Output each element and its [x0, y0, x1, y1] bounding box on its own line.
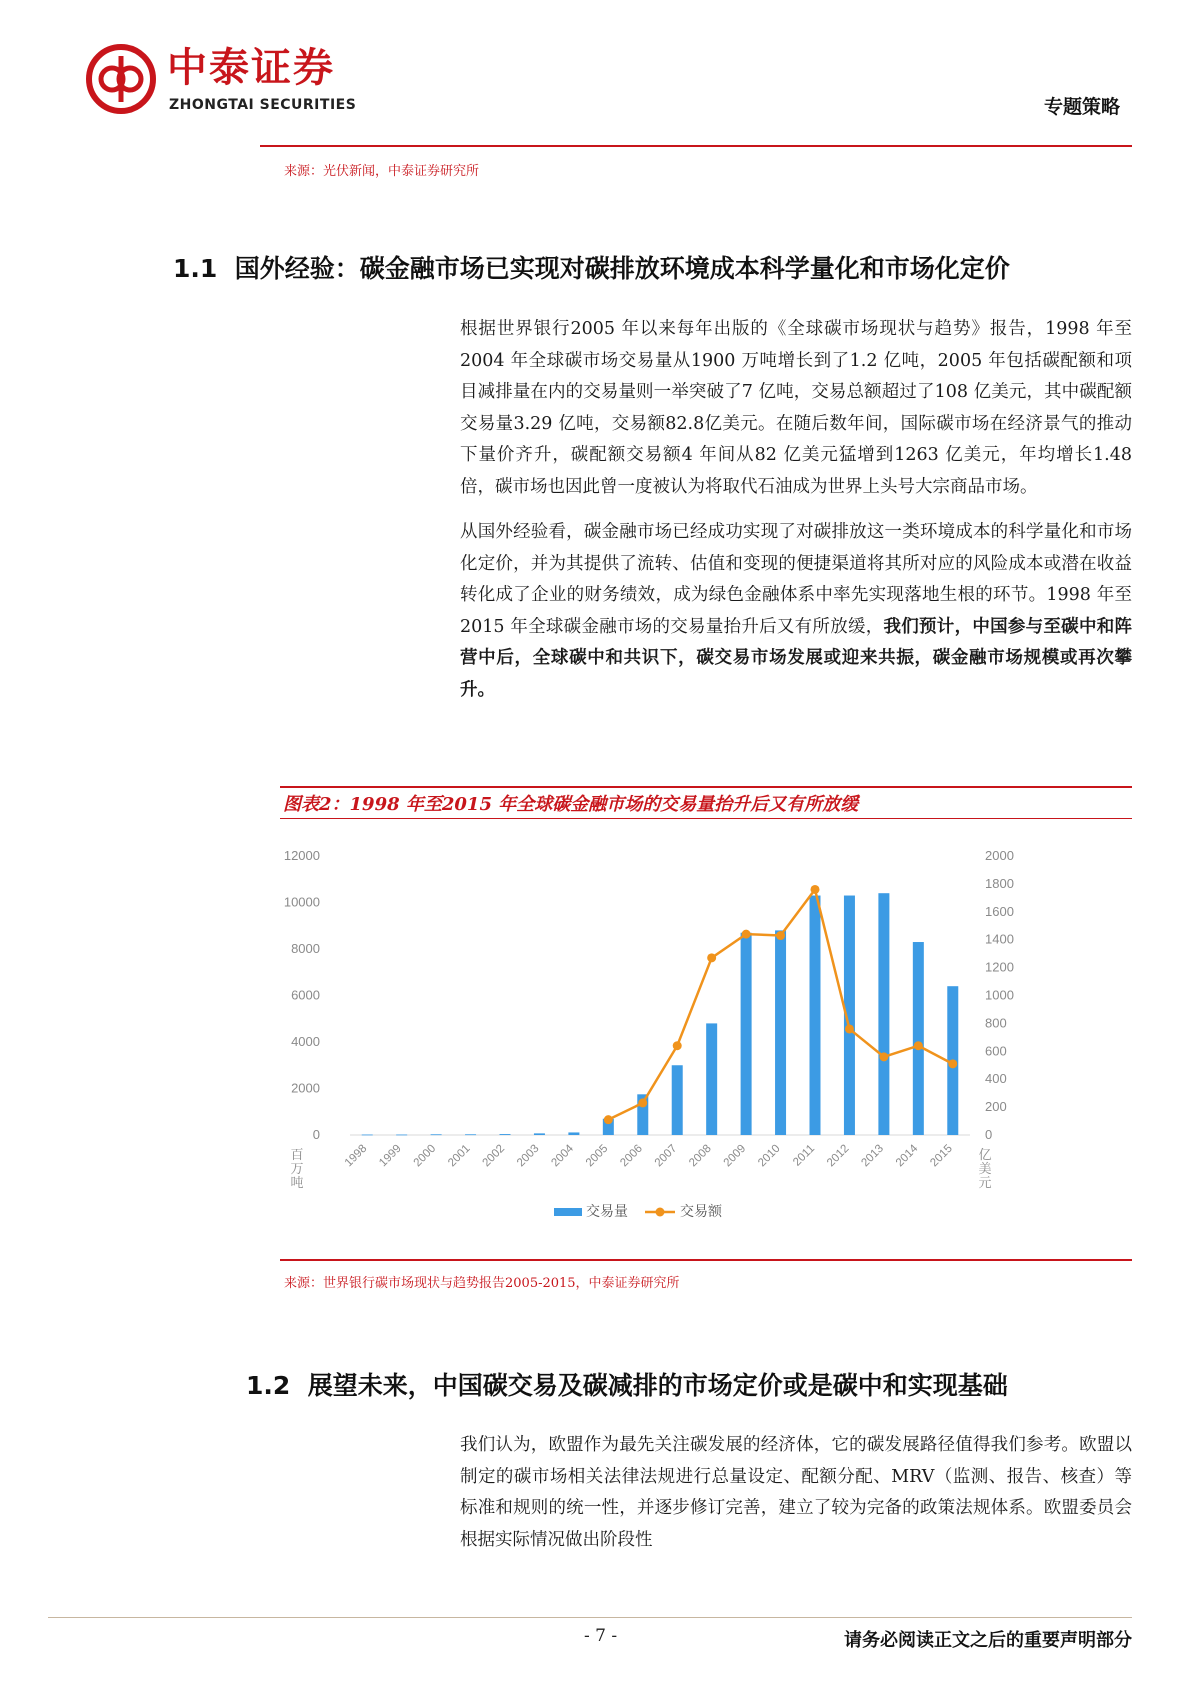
y-right-tick: 1800 [985, 875, 1014, 891]
logo-text-cn: 中泰证券 [167, 45, 335, 91]
x-tick-label: 2007 [652, 1142, 680, 1170]
figure-bottom-rule [280, 1259, 1132, 1261]
y-left-tick: 4000 [291, 1034, 320, 1049]
x-tick-label: 2009 [721, 1142, 749, 1170]
x-tick-label: 2012 [824, 1142, 852, 1170]
carbon-market-chart [280, 822, 1132, 1258]
y-right-tick: 600 [985, 1043, 1007, 1059]
y-right-tick: 0 [985, 1127, 993, 1142]
x-tick-label: 2014 [893, 1142, 921, 1170]
paragraph-text: 从国外经验看，碳金融市场已经成功实现了对碳排放这一类环境成本的科学量化和市场化定价，并为其提供了流转、估值和变现的便捷渠道将其所对应的风险成本或潜在收益转化成了企业的财务绩效，成为绿色金融体系中率先实现落地生根的环节。1998 年至 2015 年全球碳金融市场的交易量抬升后又有所放缓， [460, 522, 1132, 637]
y-left-tick: 2000 [291, 1080, 320, 1096]
section-heading-1-1 [173, 254, 1010, 284]
x-tick-label: 2013 [859, 1142, 887, 1170]
line-point [638, 1098, 647, 1107]
y-left-tick: 10000 [283, 894, 320, 910]
line-point [845, 1024, 854, 1033]
y-right-tick: 1000 [985, 987, 1014, 1003]
paragraph-emphasis: 我们预计，中国参与至碳中和阵营中后，全球碳中和共识下，碳交易市场发展或迎来共振，碳金融市场规模或再次攀升。 [460, 616, 1132, 700]
y-right-unit-label: 元 [978, 1175, 992, 1190]
line-point [673, 1041, 682, 1050]
y-right-tick: 2000 [985, 848, 1014, 863]
bar-volume [568, 1132, 579, 1135]
footer-divider [48, 1617, 1132, 1618]
section-heading-1-2 [246, 1371, 1008, 1401]
y-right-tick: 200 [985, 1099, 1007, 1115]
bar-volume [913, 942, 924, 1135]
y-right-unit-label: 亿 [978, 1147, 992, 1162]
bar-volume [706, 1023, 717, 1135]
x-tick-label: 2006 [618, 1142, 645, 1170]
figure-source: 来源：世界银行碳市场现状与趋势报告2005-2015，中泰证券研究所 [284, 1276, 680, 1291]
company-logo-icon [86, 44, 156, 114]
line-point [707, 953, 716, 962]
y-left-unit-label: 百 [290, 1147, 304, 1162]
header-divider [260, 145, 1132, 147]
bar-volume [534, 1133, 545, 1135]
legend-swatch-volume [554, 1208, 582, 1216]
bar-volume [500, 1134, 511, 1135]
line-point [604, 1115, 613, 1124]
x-tick-label: 2003 [514, 1142, 542, 1170]
paragraph: 我们认为，欧盟作为最先关注碳发展的经济体，它的碳发展路径值得我们参考。欧盟以制定的碳市场相关法律法规进行总量设定、配额分配、MRV（监测、报告、核查）等标准和规则的统一性，并逐步修订完善，建立了较为完备的政策法规体系。欧盟委员会根据实际情况做出阶段性 [460, 1435, 1132, 1550]
paragraph [460, 517, 1132, 706]
bar-volume [810, 896, 821, 1135]
bar-volume [396, 1135, 407, 1136]
bar-volume [878, 893, 889, 1135]
x-tick-label: 2001 [446, 1142, 473, 1170]
section-1-1-body [460, 314, 1132, 720]
figure-title-rule [280, 818, 1132, 819]
y-right-tick: 800 [985, 1015, 1007, 1031]
source-note-top: 来源：光伏新闻，中泰证券研究所 [284, 164, 480, 179]
y-right-tick: 1400 [985, 931, 1014, 947]
legend-label-volume: 交易量 [586, 1203, 628, 1219]
y-left-unit-label: 吨 [290, 1175, 304, 1190]
legend-swatch-value-dot [656, 1208, 665, 1217]
x-tick-label: 1999 [377, 1142, 404, 1170]
figure-top-rule [280, 786, 1132, 788]
logo-text-en: ZHONGTAI SECURITIES [169, 97, 357, 113]
y-left-tick: 12000 [283, 848, 320, 863]
bar-volume [465, 1134, 476, 1135]
section-1-2-body [460, 1430, 1132, 1570]
section-title: 国外经验：碳金融市场已实现对碳排放环境成本科学量化和市场化定价 [234, 254, 1010, 283]
x-tick-label: 2005 [583, 1142, 611, 1170]
x-tick-label: 2002 [480, 1142, 508, 1170]
x-tick-label: 2015 [928, 1142, 955, 1170]
bar-volume [775, 930, 786, 1135]
y-left-tick: 8000 [291, 941, 320, 956]
x-tick-label: 2011 [791, 1142, 818, 1169]
figure-title: 图表2：1998 年至2015 年全球碳金融市场的交易量抬升后又有所放缓 [283, 794, 859, 815]
x-tick-label: 2000 [411, 1142, 439, 1170]
y-right-tick: 1600 [985, 903, 1014, 919]
line-point [742, 930, 751, 939]
paragraph: 根据世界银行2005 年以来每年出版的《全球碳市场现状与趋势》报告，1998 年至2004 年全球碳市场交易量从1900 万吨增长到了1.2 亿吨，2005 年包括碳配额和项目减排量在内的交易量则一举突破了7 亿吨，交易总额超过了108 亿美元，其中碳配额交易量3.29 亿吨，交易额82.8亿美元。在随后数年间，国际碳市场在经济景气的推动下量价齐升，碳配额交易额4 年间从82 亿美元猛增到1263 亿美元，年均增长1.48 倍，碳市场也因此曾一度被认为将取代石油成为世界上头号大宗商品市场。 [460, 319, 1132, 497]
x-tick-label: 1998 [342, 1142, 370, 1170]
section-title: 展望未来，中国碳交易及碳减排的市场定价或是碳中和实现基础 [307, 1371, 1008, 1400]
x-tick-label: 2004 [549, 1142, 577, 1170]
line-point [776, 931, 785, 940]
y-right-unit-label: 美 [978, 1161, 992, 1176]
y-left-tick: 6000 [291, 987, 320, 1003]
y-right-tick: 400 [985, 1071, 1007, 1087]
line-point [879, 1052, 888, 1061]
line-point [948, 1059, 957, 1068]
bar-volume [362, 1135, 373, 1136]
report-category: 专题策略 [1043, 96, 1120, 118]
section-number: 1.2 [246, 1371, 291, 1400]
bar-volume [431, 1134, 442, 1135]
x-tick-label: 2010 [756, 1142, 783, 1170]
bar-volume [672, 1065, 683, 1135]
line-point [811, 885, 820, 894]
y-left-unit-label: 万 [290, 1161, 304, 1176]
bar-volume [741, 933, 752, 1135]
section-number: 1.1 [173, 254, 218, 283]
y-right-tick: 1200 [985, 959, 1014, 975]
legend-label-value: 交易额 [680, 1203, 722, 1219]
line-point [914, 1041, 923, 1050]
disclaimer-note: 请务必阅读正文之后的重要声明部分 [844, 1630, 1132, 1651]
page-number: - 7 - [584, 1626, 618, 1646]
x-tick-label: 2008 [687, 1142, 714, 1170]
y-left-tick: 0 [312, 1127, 320, 1142]
